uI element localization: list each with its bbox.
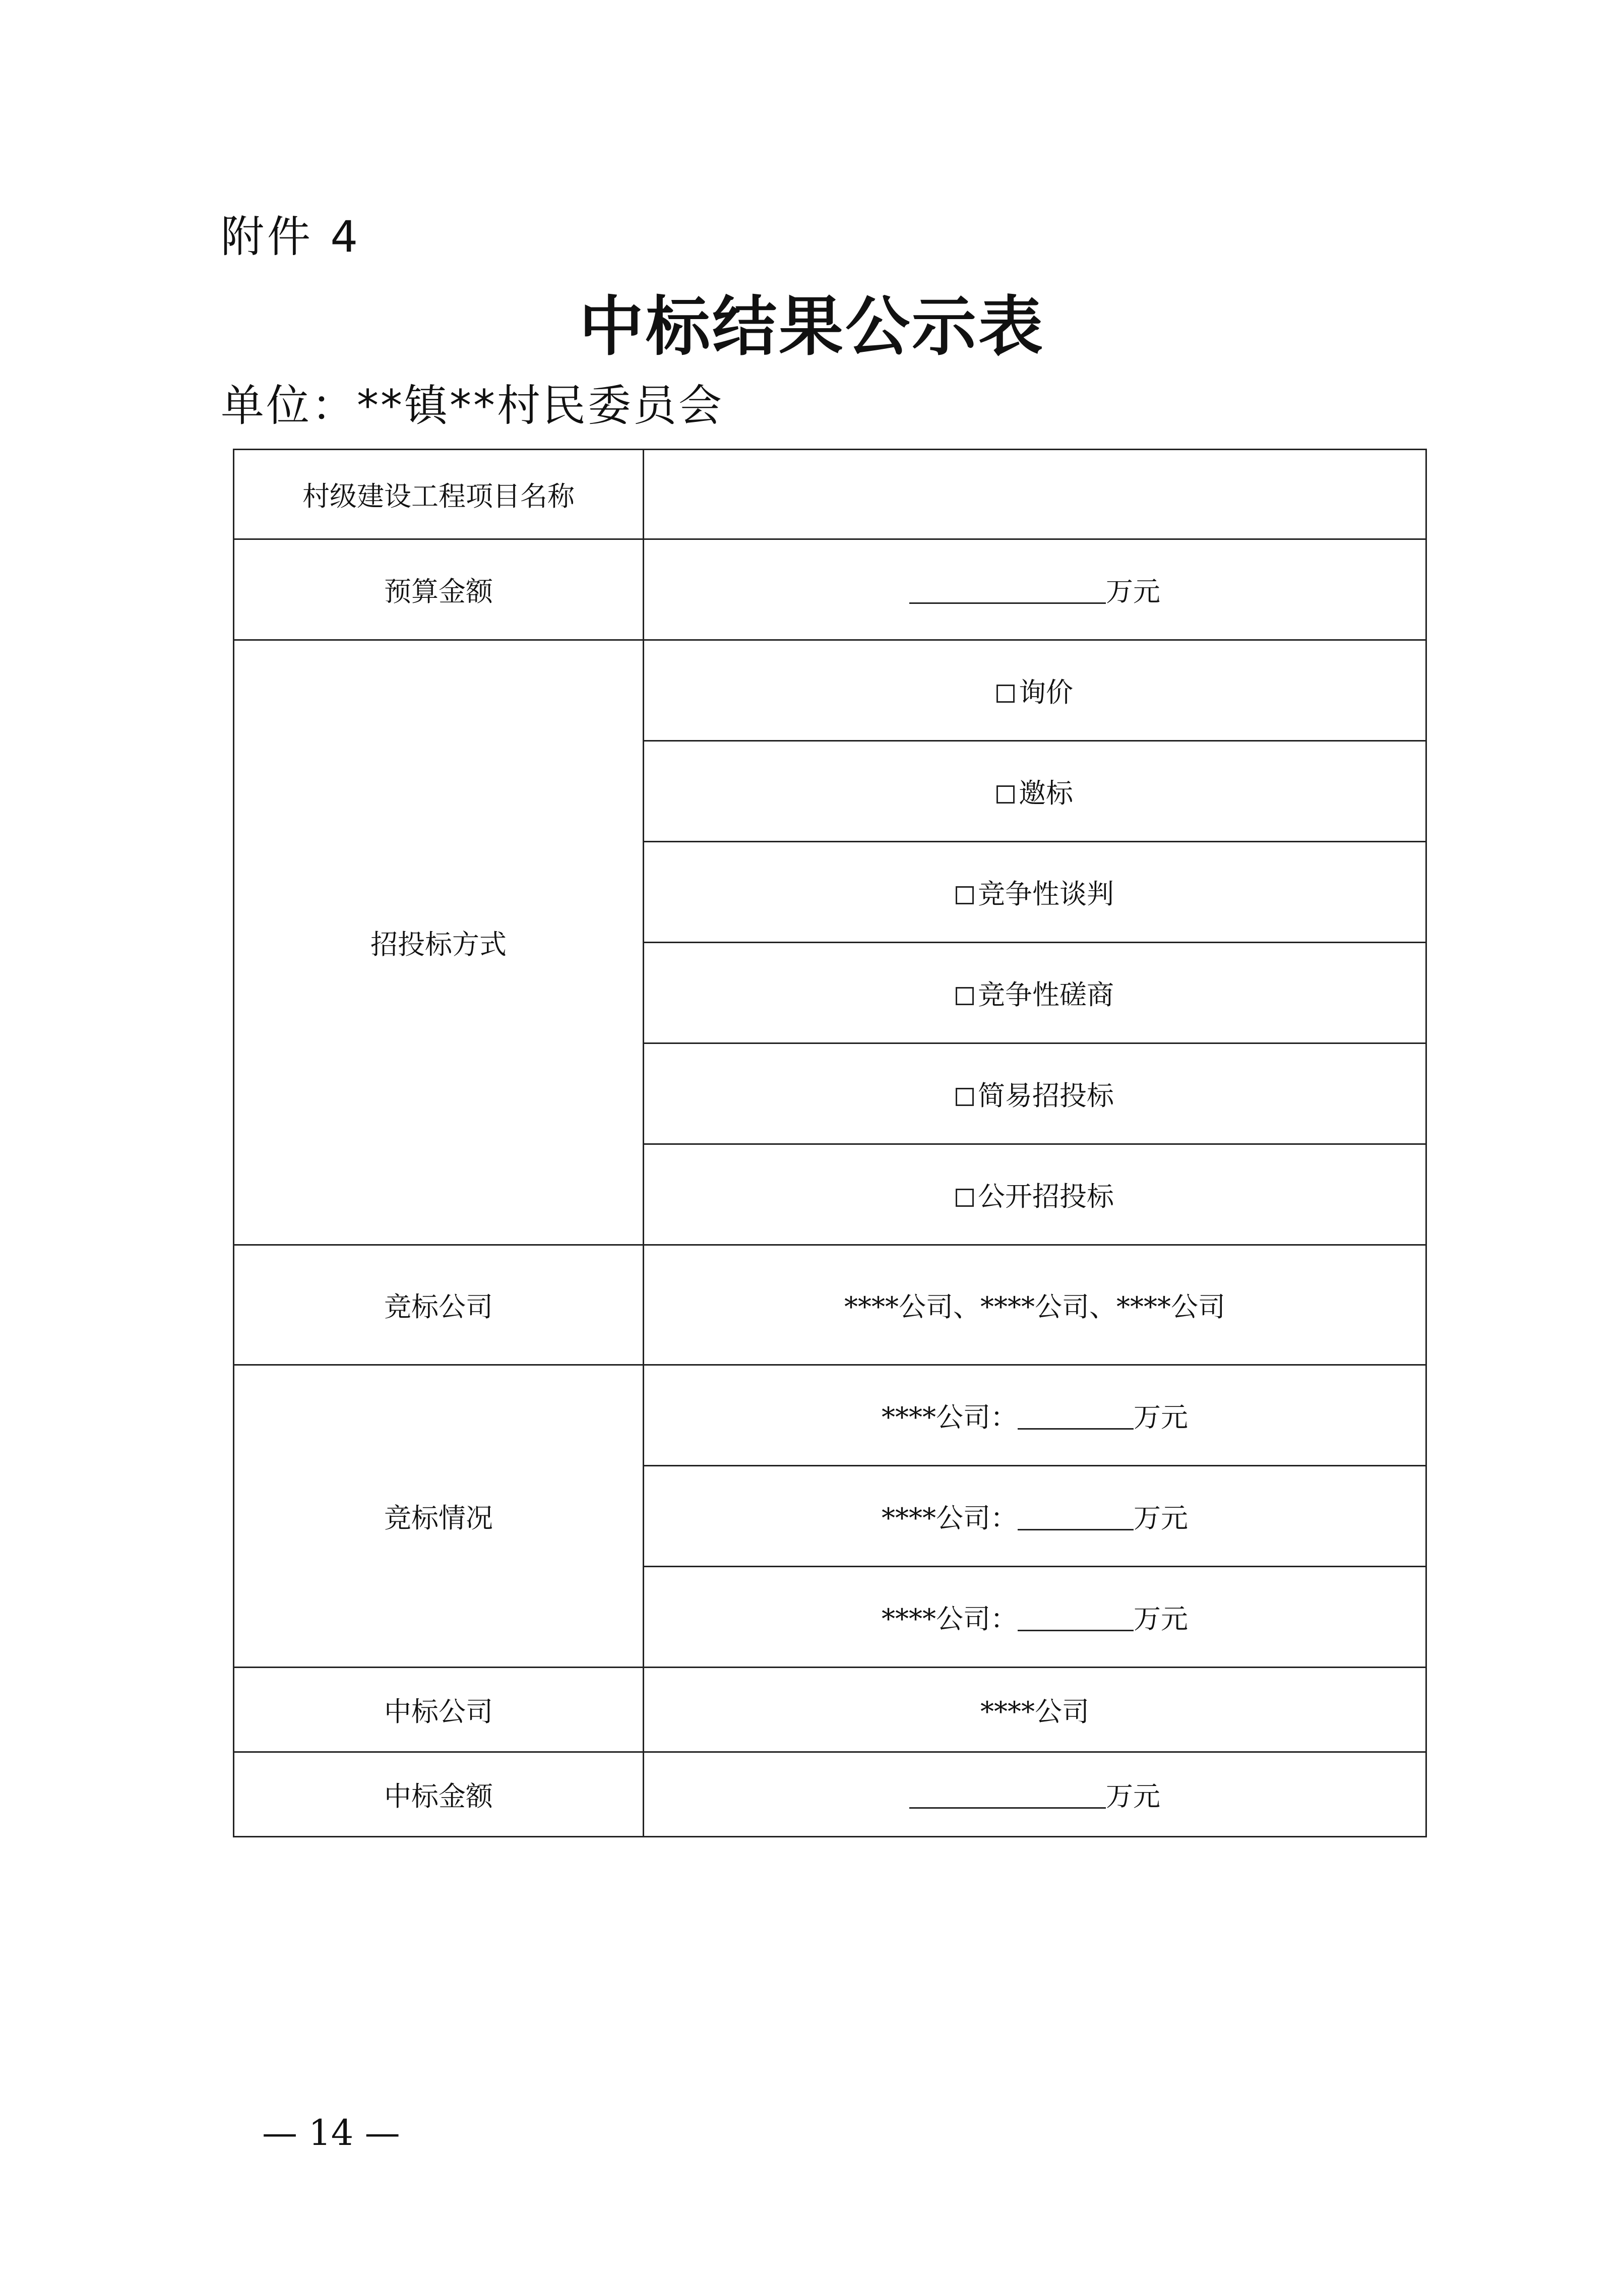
company-name: ****公司：	[882, 1502, 1018, 1534]
bid-status-line	[644, 1365, 1426, 1466]
option-label: 简易招投标	[978, 1080, 1114, 1112]
page-number: — 14 —	[262, 2112, 400, 2153]
row-project-name	[234, 450, 1426, 539]
row-bidders	[234, 1245, 1426, 1365]
option-label: 竞争性磋商	[978, 979, 1114, 1011]
winner-value: ****公司	[644, 1668, 1426, 1752]
bid-status-label: 竞标情况	[234, 1365, 644, 1668]
option-public-bid[interactable]	[644, 1144, 1426, 1245]
project-name-value[interactable]	[644, 450, 1426, 539]
option-label: 邀标	[1019, 777, 1073, 809]
option-simple-bid[interactable]	[644, 1043, 1426, 1144]
bid-status-line	[644, 1466, 1426, 1567]
attachment-label: 附件 4	[221, 212, 361, 262]
option-label: 竞争性谈判	[978, 878, 1114, 910]
option-label: 询价	[1019, 676, 1073, 708]
amount-blank[interactable]	[1018, 1504, 1134, 1530]
amount-blank[interactable]	[1018, 1605, 1134, 1631]
row-bid-status	[234, 1365, 1426, 1466]
budget-label: 预算金额	[234, 539, 644, 640]
page-title: 中标结果公示表	[579, 289, 1045, 364]
winning-amount-cell	[644, 1752, 1426, 1837]
winning-amount-blank[interactable]	[909, 1782, 1106, 1809]
winning-amount-label: 中标金额	[234, 1752, 644, 1837]
checkbox[interactable]	[956, 987, 974, 1005]
budget-unit: 万元	[1106, 576, 1160, 607]
option-competitive-negotiation[interactable]	[644, 842, 1426, 943]
amount-unit: 万元	[1134, 1401, 1188, 1433]
row-budget	[234, 539, 1426, 640]
method-label: 招投标方式	[234, 640, 644, 1245]
checkbox[interactable]	[956, 1088, 974, 1106]
option-competitive-consultation[interactable]	[644, 943, 1426, 1043]
budget-blank[interactable]	[909, 577, 1106, 604]
budget-cell	[644, 539, 1426, 640]
bidders-value: ****公司、****公司、****公司	[644, 1245, 1426, 1365]
option-inquiry[interactable]	[644, 640, 1426, 741]
amount-unit: 万元	[1134, 1603, 1188, 1635]
bid-result-table	[233, 449, 1427, 1837]
winning-amount-unit: 万元	[1106, 1780, 1160, 1812]
winner-label: 中标公司	[234, 1668, 644, 1752]
checkbox[interactable]	[956, 1189, 974, 1207]
checkbox[interactable]	[996, 785, 1015, 804]
row-winning-amount	[234, 1752, 1426, 1837]
project-name-label: 村级建设工程项目名称	[234, 450, 644, 539]
option-label: 公开招投标	[978, 1181, 1114, 1212]
amount-unit: 万元	[1134, 1502, 1188, 1534]
checkbox[interactable]	[956, 886, 974, 904]
unit-line: 单位：**镇**村民委员会	[221, 381, 724, 431]
bid-status-line	[644, 1567, 1426, 1668]
amount-blank[interactable]	[1018, 1403, 1134, 1430]
bidders-label: 竞标公司	[234, 1245, 644, 1365]
checkbox[interactable]	[996, 685, 1015, 703]
company-name: ****公司：	[882, 1401, 1018, 1433]
row-winner	[234, 1668, 1426, 1752]
option-invited-bid[interactable]	[644, 741, 1426, 842]
company-name: ****公司：	[882, 1603, 1018, 1635]
row-method	[234, 640, 1426, 741]
